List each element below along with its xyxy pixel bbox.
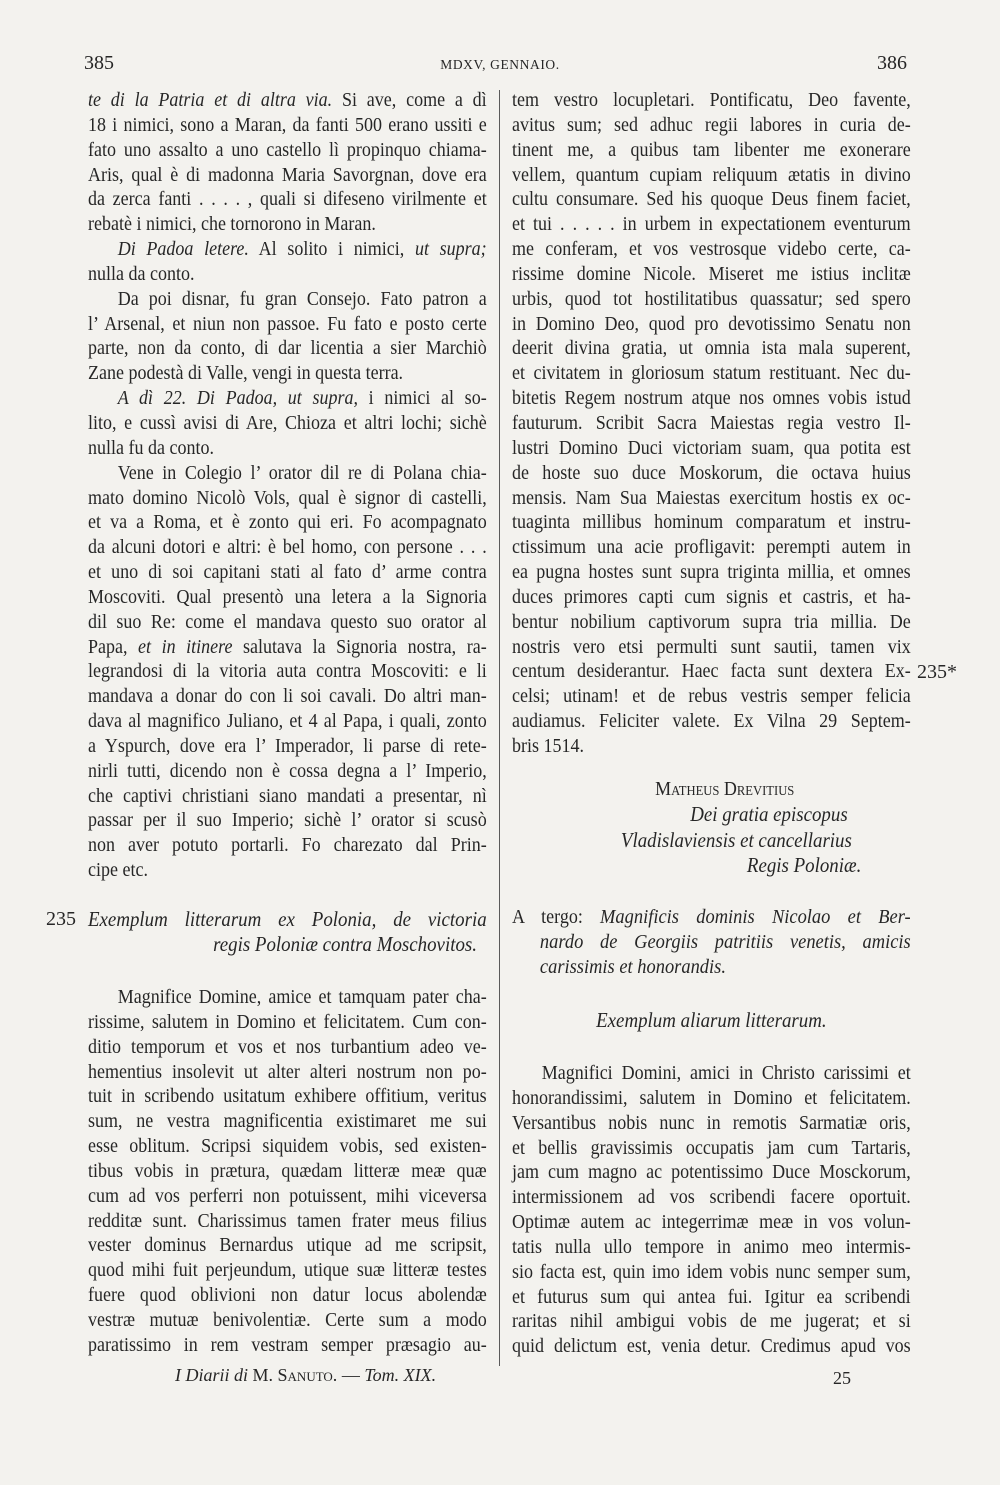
text-line xyxy=(88,1258,487,1283)
text-line xyxy=(88,1035,487,1060)
text-line xyxy=(512,510,911,535)
text-line xyxy=(512,1111,911,1136)
text-line xyxy=(88,1333,487,1358)
italic-run: nardo de Georgiis patritiis venetis, amicis xyxy=(539,930,911,953)
text-run: cipe etc. xyxy=(88,859,148,882)
text-run: salutava la Signoria nostra, ra- xyxy=(232,635,487,658)
text-run: dava al magnifico Juliano, et 4 al Papa, i quali, zonto xyxy=(88,710,487,733)
italic-run: Magnificis dominis Nicolao et Ber- xyxy=(600,906,911,928)
text-line xyxy=(88,560,487,585)
paragraph xyxy=(88,985,487,1358)
text-run: me conferam, et vos vestrosque videbo certe, ca- xyxy=(512,238,911,261)
text-line xyxy=(88,734,487,759)
text-run: bitetis Regem nostrum atque nos omnes vobis istud xyxy=(512,387,911,410)
text-line xyxy=(512,930,911,955)
text-line xyxy=(512,1260,911,1285)
italic-run: ut supra; xyxy=(414,238,487,261)
text-line xyxy=(88,585,487,610)
text-line xyxy=(512,486,911,511)
page-number-right: 386 xyxy=(877,52,907,74)
text-run: tuit in scribendo usitatum exhibere offitium, veritus xyxy=(88,1085,487,1108)
text-run: 18 i nimici, sono a Maran, da fanti 500 erano ussiti e xyxy=(88,113,487,136)
margin-number-right: 235* xyxy=(917,661,957,683)
text-line xyxy=(88,684,487,709)
text-line xyxy=(512,88,911,113)
text-line xyxy=(512,336,911,361)
text-line xyxy=(512,1185,911,1210)
text-line xyxy=(88,535,487,560)
letter-text-left xyxy=(88,985,487,1358)
text-run: avitus sum; sed adhuc regii labores in curia de- xyxy=(512,113,911,136)
text-run: celsi; utinam! et de rebus vestris semper felicia xyxy=(512,685,911,708)
text-run: de hoste suo duce Moskorum, die octava huius xyxy=(512,461,911,484)
text-line xyxy=(88,1209,487,1234)
text-run: quid delictum est, venia detur. Credimus apud vos xyxy=(512,1335,911,1358)
text-run: et tui . . . . . in urbem in expectationem eventurum xyxy=(512,213,911,236)
text-line xyxy=(88,510,487,535)
text-line xyxy=(88,610,487,635)
text-line xyxy=(512,1160,911,1185)
address-block xyxy=(512,905,911,980)
text-line xyxy=(88,1084,487,1109)
signatory-name: Matheus Drevitius xyxy=(655,778,795,800)
text-run: mandava a donar do con li soi cavali. Do altri man- xyxy=(88,685,487,708)
text-line xyxy=(88,312,487,337)
text-line xyxy=(88,759,487,784)
signatory-title: Vladislaviensis et cancellarius xyxy=(620,827,852,852)
paragraph xyxy=(88,461,487,883)
text-run: cultu consumare. Sed his quoque Deus finem faciet, xyxy=(512,188,911,211)
text-line xyxy=(512,386,911,411)
text-line xyxy=(88,138,487,163)
text-run: duces primores capti cum signis et castris, et ha- xyxy=(512,585,911,608)
text-line xyxy=(512,163,911,188)
italic-run: Tom. XIX. xyxy=(364,1365,437,1385)
italic-run: I Diarii di xyxy=(175,1365,249,1385)
text-run: legrandosi di la vitoria auta contra Moscoviti: e li xyxy=(88,660,487,683)
text-run: cum ad vos perferri non potuissent, mihi viceversa xyxy=(88,1184,487,1207)
text-run: — xyxy=(337,1365,365,1385)
text-line xyxy=(512,709,911,734)
text-line xyxy=(88,486,487,511)
text-line xyxy=(88,237,487,262)
text-line xyxy=(88,1010,487,1035)
text-line xyxy=(512,635,911,660)
heading-line: regis Poloniæ contra Moschovitos. xyxy=(213,932,477,956)
text-run: sum, ne vestra magnificentia existimaret me sui xyxy=(88,1110,487,1133)
paragraph xyxy=(88,386,487,461)
text-line xyxy=(88,461,487,486)
text-run: tem vestro locupletari. Pontificatu, Deo favente, xyxy=(512,89,911,111)
paragraph xyxy=(512,88,911,759)
text-run: intermissionem ad vos scribendi facere oportuit. xyxy=(512,1186,911,1209)
text-run: nirli tutti, dicendo non è cossa degna a l’ Imperio, xyxy=(88,759,487,782)
text-line xyxy=(512,734,911,759)
text-line xyxy=(88,1060,487,1085)
text-run: et futurus sum qui antea fui. Igitur ea scribendi xyxy=(512,1285,911,1308)
text-run: Versantibus nobis nunc in remotis Sarmatiæ oris, xyxy=(512,1111,911,1134)
text-run: rissime domine Nicole. Miseret me istius inclitæ xyxy=(512,262,911,285)
text-line xyxy=(512,905,911,930)
text-run: tibus vobis in prætura, quædam litteræ meæ quæ xyxy=(88,1159,487,1182)
right-column-text xyxy=(512,88,911,759)
paragraph xyxy=(88,88,487,237)
text-line xyxy=(512,287,911,312)
text-line xyxy=(88,113,487,138)
text-run: mato domino Nicolò Vols, qual è signor di castelli, xyxy=(88,486,487,509)
text-line xyxy=(512,1061,911,1086)
letter-text-right xyxy=(512,1061,911,1359)
text-run: dil suo Re: come el mandava questo suo orator al xyxy=(88,610,487,633)
paragraph xyxy=(88,287,487,386)
italic-run: Di Padoa letere. xyxy=(117,238,249,261)
text-run: in Domino Deo, quod pro devotissimo Senatu non xyxy=(512,312,911,335)
text-run: tuaginta millibus hominum comparatum et instru- xyxy=(512,511,911,534)
text-line xyxy=(88,1134,487,1159)
text-line xyxy=(88,858,487,883)
text-line xyxy=(88,386,487,411)
italic-run: te di la Patria et di altra via. xyxy=(88,89,333,111)
text-line xyxy=(88,1159,487,1184)
text-run: lito, e cussì avisi di Are, Chioza et altri lochi; sichè xyxy=(88,411,487,434)
text-run: a Yspurch, dove era l’ Imperador, li parse di rete- xyxy=(88,734,487,757)
text-run: l’ Arsenal, et niun non passoe. Fu fato e posto certe xyxy=(88,312,487,335)
text-run: et bellis gravissimis occupatis jam cum Tartaris, xyxy=(512,1136,911,1159)
text-run: ditio temporum et vos et nos turbantium adeo ve- xyxy=(88,1035,487,1058)
text-line xyxy=(512,1334,911,1359)
text-run: jam cum magno ac potentissimo Duce Mosckorum, xyxy=(512,1161,911,1184)
paragraph xyxy=(88,237,487,287)
text-run: vestræ mutuæ benivolentiæ. Certe sum a modo xyxy=(88,1308,487,1331)
text-line xyxy=(88,187,487,212)
text-run: redditæ sunt. Charissimus tamen frater meus filius xyxy=(88,1209,487,1232)
text-run: Optimæ autem ac integerrimæ meæ in vos volun- xyxy=(512,1211,911,1234)
text-run: quod mihi fuit perjeundum, utique suæ litteræ testes xyxy=(88,1259,487,1282)
text-line xyxy=(88,1233,487,1258)
text-run: lustri Domino Duci victoriam suam, qua potita est xyxy=(512,436,911,459)
text-line xyxy=(88,1184,487,1209)
heading-line: Exemplum litterarum ex Polonia, de victoria xyxy=(88,907,487,931)
signatory-title: Dei gratia episcopus xyxy=(690,802,848,827)
text-run: Magnifici Domini, amici in Christo carissimi et xyxy=(541,1062,911,1084)
text-line xyxy=(512,659,911,684)
text-run: Al solito i nimici, xyxy=(248,238,415,261)
text-line xyxy=(512,560,911,585)
text-line xyxy=(88,163,487,188)
text-run: che captivi christiani siano mandati a presentar, nì xyxy=(88,784,487,807)
text-run: paratissimo in rem vestram semper præsagio au- xyxy=(88,1333,487,1356)
small-caps-run: Sanuto. xyxy=(277,1365,338,1385)
text-run: Moscoviti. Qual presentò una letera a la Signoria xyxy=(88,585,487,608)
text-run: et uno di soi capitani stati al fato d’ arme contra xyxy=(88,561,487,584)
text-line xyxy=(512,1210,911,1235)
text-line xyxy=(512,1235,911,1260)
text-run: raritas nihil ambigui vobis de me jugerat; et si xyxy=(512,1310,911,1333)
text-line xyxy=(88,1109,487,1134)
text-line xyxy=(512,312,911,337)
text-run: da zerca fanti . . . . , quali si difeseno virilmente et xyxy=(88,188,487,211)
text-run: Magnifice Domine, amice et tamquam pater cha- xyxy=(117,986,487,1008)
left-column-text xyxy=(88,88,487,883)
text-run: i nimici al so- xyxy=(357,387,487,410)
text-run: passar per il suo Imperio; sichè l’ orator si scusò xyxy=(88,809,487,832)
text-run: bris 1514. xyxy=(512,734,584,757)
text-line xyxy=(512,361,911,386)
text-line xyxy=(88,88,487,113)
letter-heading-left xyxy=(88,907,487,957)
text-line xyxy=(512,585,911,610)
text-run: esse oblitum. Scripsi siquidem vobis, sed existen- xyxy=(88,1135,487,1158)
heading-line: Exemplum aliarum litterarum. xyxy=(596,1008,827,1032)
italic-run: A dì 22. Di Padoa, ut supra, xyxy=(117,387,358,410)
text-run: bentur nobilium captivorum supra tria millia. De xyxy=(512,610,911,633)
text-line xyxy=(512,535,911,560)
text-run: centum desiderantur. Haec facta sunt dextera Ex- xyxy=(512,660,911,683)
text-line xyxy=(512,411,911,436)
text-line xyxy=(88,212,487,237)
text-line xyxy=(88,287,487,312)
text-run: vester dominus Bernardus utique ad me scripsit, xyxy=(88,1234,487,1257)
text-run: fauturum. Scribit Sacra Maiestas regia vestro Il- xyxy=(512,411,911,434)
text-line xyxy=(88,985,487,1010)
letter-heading-right xyxy=(512,1008,911,1033)
text-run: rissime, salutem in Domino et felicitatem. Cum con- xyxy=(88,1010,487,1033)
text-run: fato uno assalto a uno castello lì propinquo chiama- xyxy=(88,138,487,161)
text-line xyxy=(88,361,487,386)
text-line xyxy=(512,1136,911,1161)
text-line xyxy=(88,784,487,809)
text-line xyxy=(88,1283,487,1308)
text-run: Papa, xyxy=(88,635,139,658)
text-run: tinent me, a quibus tam libenter me exonerare xyxy=(512,138,911,161)
text-run: et va a Roma, et è zonto qui eri. Fo acompagnato xyxy=(88,511,487,534)
text-run: urbis, quod tot hostilitatibus quassatur; sed spero xyxy=(512,287,911,310)
running-title: MDXV, GENNAIO. xyxy=(440,57,560,72)
text-run: deerit divina gratia, ut omnia ista mala superent, xyxy=(512,337,911,360)
text-run: da alcuni dotori e altri: è bel homo, con persone . . . xyxy=(88,536,487,559)
column-divider xyxy=(499,90,500,1366)
text-line xyxy=(88,336,487,361)
text-line xyxy=(512,237,911,262)
footer-volume-title xyxy=(175,1363,436,1387)
text-line xyxy=(512,1086,911,1111)
text-line xyxy=(88,808,487,833)
text-run: Si ave, come a dì xyxy=(332,89,487,111)
text-line xyxy=(512,610,911,635)
text-line xyxy=(512,113,911,138)
text-line xyxy=(512,187,911,212)
text-line xyxy=(88,659,487,684)
text-run: tatis nulla ullo tempore in animo meo intermis- xyxy=(512,1235,911,1258)
text-run: sio facta est, quin imo idem vobis nunc semper sum, xyxy=(512,1260,911,1283)
text-run: vellem, quantum cupiam reliquum ætatis in divino xyxy=(512,163,911,186)
text-line xyxy=(512,1309,911,1334)
text-run: et civitatem in gloriosum statum restituant. Nec du- xyxy=(512,362,911,385)
text-run: hementius insolevit ut alter alteri nostrum non po- xyxy=(88,1060,487,1083)
text-line xyxy=(88,1308,487,1333)
margin-number-left: 235 xyxy=(46,908,76,930)
text-line xyxy=(88,635,487,660)
text-line xyxy=(88,709,487,734)
text-line xyxy=(512,461,911,486)
text-run: ctissimum una acie profligavit: perempti autem in xyxy=(512,536,911,559)
text-line xyxy=(512,684,911,709)
text-run: mensis. Nam Sua Maiestas exercitum hostis ex oc- xyxy=(512,486,911,509)
text-line xyxy=(512,138,911,163)
signature-block xyxy=(512,777,911,878)
text-run: parte, non da conto, di dar licentia a sier Marchiò xyxy=(88,337,487,360)
text-run: honorandissimi, salutem in Domino et felicitatem. xyxy=(512,1086,911,1109)
text-line xyxy=(512,262,911,287)
text-line xyxy=(88,262,487,287)
text-run: Vene in Colegio l’ orator dil re di Polana chia- xyxy=(117,461,487,484)
text-run: Zane podestà di Valle, vengi in questa terra. xyxy=(88,362,404,385)
text-line xyxy=(88,436,487,461)
italic-run: et in itinere xyxy=(138,635,233,658)
text-run: Aris, qual è di madonna Maria Savorgnan, dove era xyxy=(88,163,487,186)
signatory-title: Regis Poloniæ. xyxy=(746,852,862,877)
text-line xyxy=(88,411,487,436)
text-run: Da poi disnar, fu gran Consejo. Fato patron a xyxy=(117,287,487,310)
text-run: audiamus. Feliciter valete. Ex Vilna 29 Septem- xyxy=(512,710,911,733)
text-run: nostris vero etsi permulti sunt sautii, tamen vix xyxy=(512,635,911,658)
text-line xyxy=(512,212,911,237)
signature-mark: 25 xyxy=(833,1368,851,1388)
text-run: ea pugna hostes sunt supra triginta millia, et omnes xyxy=(512,561,911,584)
text-run: fuere quod oblivioni non datur locus abolendæ xyxy=(88,1284,487,1307)
text-run: nulla fu da conto. xyxy=(88,436,214,459)
paragraph xyxy=(512,905,911,980)
text-line xyxy=(512,1285,911,1310)
text-run: nulla da conto. xyxy=(88,262,195,285)
text-run: M. xyxy=(248,1365,278,1385)
paragraph xyxy=(512,1061,911,1359)
text-run: rebatè i nimici, che tornorono in Maran. xyxy=(88,213,376,236)
text-run: A tergo: xyxy=(512,906,601,928)
text-line xyxy=(512,436,911,461)
page-number-left: 385 xyxy=(84,52,114,74)
text-line xyxy=(512,955,911,980)
italic-run: carissimis et honorandis. xyxy=(539,955,726,978)
text-line xyxy=(88,833,487,858)
text-run: non aver potuto portarli. Fo charezato dal Prin- xyxy=(88,834,487,857)
